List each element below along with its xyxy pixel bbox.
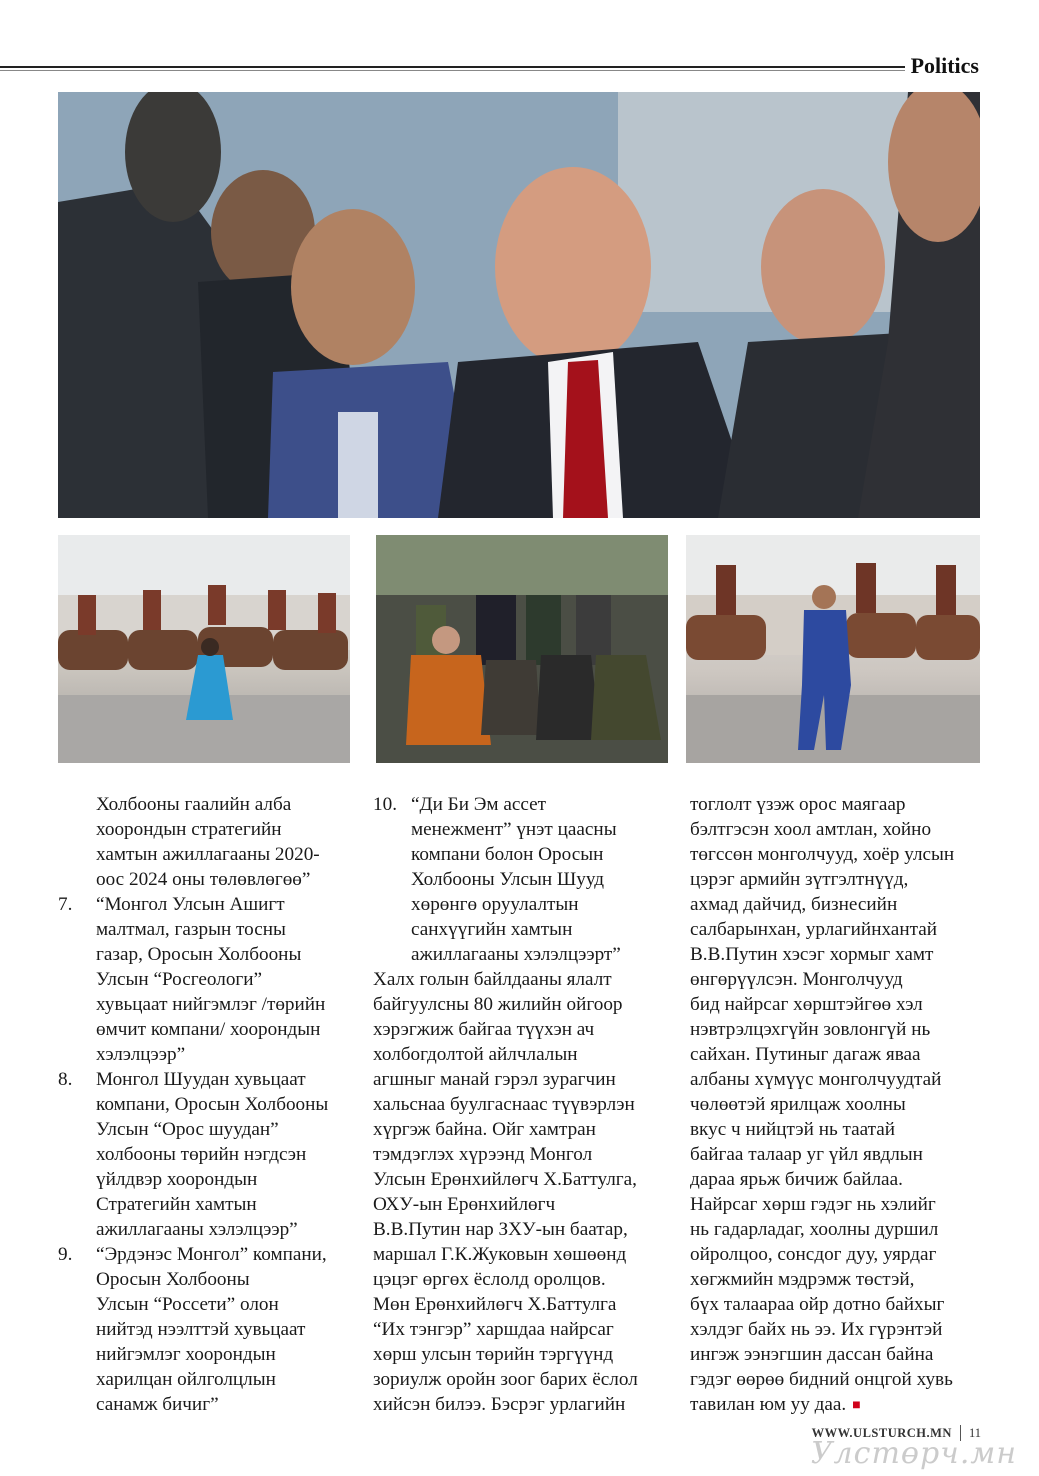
text-line: өнгөрүүлсэн. Монголчууд bbox=[690, 969, 903, 990]
header-rule-thin bbox=[0, 70, 905, 71]
text-line: дараа ярьж бичиж байлаа. bbox=[690, 1169, 903, 1190]
text-line: зориулж оройн зоог барих ёслол bbox=[373, 1369, 638, 1390]
text-line: оос 2024 оны төлөвлөгөө” bbox=[96, 869, 311, 890]
text-line: Оросын Холбооны bbox=[96, 1269, 250, 1290]
text-line: агшныг манай гэрэл зурагчин bbox=[373, 1069, 616, 1090]
text-line: “Ди Би Эм ассет bbox=[411, 794, 547, 815]
last-text-line bbox=[690, 1392, 985, 1418]
text-line: хэлэлцээр” bbox=[96, 1044, 186, 1065]
text-line: малтмал, газрын тосны bbox=[96, 919, 286, 940]
text-line: ОХУ-ын Ерөнхийлөгч bbox=[373, 1194, 556, 1215]
watermark-logo: Улстөрч.мн bbox=[810, 1436, 1017, 1471]
text-line: компани болон Оросын bbox=[411, 844, 604, 865]
text-line: Улсын “Россети” олон bbox=[96, 1294, 279, 1315]
text-column-1 bbox=[58, 792, 358, 1417]
section-label: Politics bbox=[910, 53, 979, 78]
text-line: хөрөнгө оруулалтын bbox=[411, 894, 579, 915]
text-line: цэрэг армийн зүтгэлтнүүд, bbox=[690, 869, 909, 890]
text-line: холбооны төрийн нэгдсэн bbox=[96, 1144, 307, 1165]
text-line: нэвтрэлцэхгүйн зовлонгүй нь bbox=[690, 1019, 931, 1040]
text-line: хөгжмийн мэдрэмж төстэй, bbox=[690, 1269, 915, 1290]
text-line: байгуулсны 80 жилийн ойгоор bbox=[373, 994, 623, 1015]
text-line: ажиллагааны хэлэлцээрт” bbox=[411, 944, 621, 965]
text-line: хамтын ажиллагааны 2020- bbox=[96, 844, 320, 865]
text-line: Монгол Шуудан хувьцаат bbox=[96, 1069, 306, 1090]
text-line: Холбооны Улсын Шууд bbox=[411, 869, 605, 890]
text-line: харилцан ойлголцлын bbox=[96, 1369, 276, 1390]
list-number: 10. bbox=[373, 794, 397, 815]
text-line: ажиллагааны хэлэлцээр” bbox=[96, 1219, 298, 1240]
text-line: Найрсаг хөрш гэдэг нь хэлийг bbox=[690, 1194, 936, 1215]
text-line: цэцэг өргөх ёслолд оролцов. bbox=[373, 1269, 606, 1290]
list-number: 7. bbox=[58, 894, 73, 915]
text-line: гэдэг өөрөө бидний онцгой хувь bbox=[690, 1369, 953, 1390]
text-line: бүх талаараа ойр дотно байхыг bbox=[690, 1294, 945, 1315]
text-line: ахмад дайчид, бизнесийн bbox=[690, 894, 898, 915]
text-line: Стратегийн хамтын bbox=[96, 1194, 257, 1215]
text-line: төгссөн монголчууд, хоёр улсын bbox=[690, 844, 955, 865]
text-line: нь гадарладаг, хоолны дуршил bbox=[690, 1219, 939, 1240]
text-line: санамж бичиг” bbox=[96, 1394, 219, 1415]
text-line: менежмент” үнэт цаасны bbox=[411, 819, 617, 840]
text-line: салбарынхан, урлагийнхантай bbox=[690, 919, 937, 940]
text-line: байгаа талаар уг үйл явдлын bbox=[690, 1144, 923, 1165]
text-line: ингэж ээнэгшин дассан байна bbox=[690, 1344, 934, 1365]
list-item-7 bbox=[58, 892, 358, 1067]
text-line: газар, Оросын Холбооны bbox=[96, 944, 302, 965]
text-line: хийсэн билээ. Бэсрэг урлагийн bbox=[373, 1394, 626, 1415]
text-line: хэлдэг байх нь ээ. Их гүрэнтэй bbox=[690, 1319, 943, 1340]
text-line: Холбооны гаалийн алба bbox=[96, 794, 292, 815]
text-line: нийтэд нээлттэй хувьцаат bbox=[96, 1319, 306, 1340]
text-line: вкус ч нийцтэй нь таатай bbox=[690, 1119, 896, 1140]
page-number: 11 bbox=[968, 1425, 981, 1440]
text-line: чөлөөтэй ярилцаж хоолны bbox=[690, 1094, 906, 1115]
list-number: 8. bbox=[58, 1069, 73, 1090]
veterans-photo bbox=[376, 535, 668, 763]
text-column-2 bbox=[373, 792, 673, 1417]
main-photo bbox=[58, 92, 980, 518]
text-line: санхүүгийн хамтын bbox=[411, 919, 573, 940]
president-cavalry-photo bbox=[686, 535, 980, 763]
text-line: тэмдэглэх хүрээнд Монгол bbox=[373, 1144, 593, 1165]
article-paragraph bbox=[373, 967, 673, 1417]
text-line: “Их тэнгэр” харшдаа найрсаг bbox=[373, 1319, 614, 1340]
text-line: нийгэмлэг хоорондын bbox=[96, 1344, 276, 1365]
text-line: тавилан юм уу даа. bbox=[690, 1394, 847, 1415]
text-line: үйлдвэр хоорондын bbox=[96, 1169, 258, 1190]
text-line: бид найрсаг хөрштэйгөө хэл bbox=[690, 994, 923, 1015]
cavalry-girl-photo bbox=[58, 535, 350, 763]
text-line: хувьцаат нийгэмлэг /төрийн bbox=[96, 994, 326, 1015]
text-line: хүргэж байна. Ойг хамтран bbox=[373, 1119, 596, 1140]
text-line: сайхан. Путиныг дагаж яваа bbox=[690, 1044, 921, 1065]
text-line: албаны хүмүүс монголчуудтай bbox=[690, 1069, 942, 1090]
list-item-9 bbox=[58, 1242, 358, 1417]
text-line: хэрэгжиж байгаа түүхэн ач bbox=[373, 1019, 595, 1040]
text-line: Улсын “Орос шуудан” bbox=[96, 1119, 279, 1140]
text-line: “Эрдэнэс Монгол” компани, bbox=[96, 1244, 327, 1265]
continued-list-text bbox=[58, 792, 358, 892]
text-line: Мөн Ерөнхийлөгч Х.Баттулга bbox=[373, 1294, 617, 1315]
text-column-3 bbox=[690, 792, 985, 1418]
text-line: тоглолт үзэж орос маягаар bbox=[690, 794, 906, 815]
end-mark-icon: ■ bbox=[852, 1398, 861, 1413]
text-line: хоорондын стратегийн bbox=[96, 819, 282, 840]
footer-url[interactable]: WWW.ULSTURCH.MN bbox=[811, 1425, 952, 1440]
text-line: Улсын “Росгеологи” bbox=[96, 969, 263, 990]
text-line: В.В.Путин хэсэг хормыг хамт bbox=[690, 944, 934, 965]
text-line: Халх голын байлдааны ялалт bbox=[373, 969, 612, 990]
text-line: өмчит компани/ хоорондын bbox=[96, 1019, 321, 1040]
text-line: В.В.Путин нар ЗХУ-ын баатар, bbox=[373, 1219, 628, 1240]
text-line: компани, Оросын Холбооны bbox=[96, 1094, 329, 1115]
text-line: Улсын Ерөнхийлөгч Х.Баттулга, bbox=[373, 1169, 637, 1190]
text-line: ойролцоо, сонсдог дуу, уярдаг bbox=[690, 1244, 937, 1265]
text-line: холбогдолтой айлчлалын bbox=[373, 1044, 578, 1065]
text-line: бэлтгэсэн хоол амтлан, хойно bbox=[690, 819, 932, 840]
text-line: хөрш улсын төрийн тэргүүнд bbox=[373, 1344, 614, 1365]
list-item-10 bbox=[373, 792, 673, 967]
text-line: хальснаа буулгаснаас түүвэрлэн bbox=[373, 1094, 635, 1115]
text-line: “Монгол Улсын Ашигт bbox=[96, 894, 285, 915]
header-rule bbox=[0, 66, 905, 68]
text-line: маршал Г.К.Жуковын хөшөөнд bbox=[373, 1244, 627, 1265]
list-item-8 bbox=[58, 1067, 358, 1242]
list-number: 9. bbox=[58, 1244, 73, 1265]
